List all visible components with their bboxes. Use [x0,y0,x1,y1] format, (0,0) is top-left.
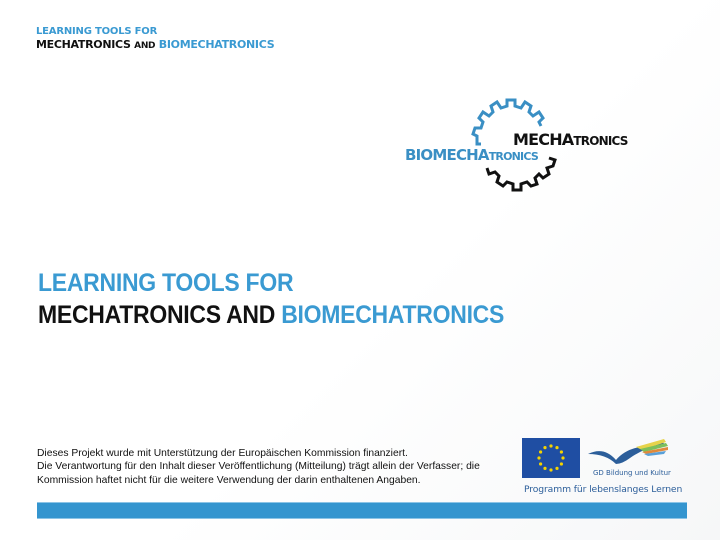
header-logo-biomechatronics: BIOMECHATRONICS [158,38,275,51]
eu-funding-logos [522,438,687,498]
title-line1: LEARNING TOOLS FOR [38,269,294,297]
funding-disclaimer [37,447,517,487]
lifelong-learning-swoosh-icon [586,438,686,468]
header-logo-line1: LEARNING TOOLS FOR [36,26,158,37]
header-logo-line2 [36,39,274,51]
footer-bar [37,502,687,519]
header-logo-mechatronics: MECHATRONICS [36,38,131,51]
title-line2 [38,299,504,331]
gd-bildung-label: GD Bildung und Kultur [593,469,671,477]
header-logo [36,27,274,51]
gear-logo-mechatronics: MECHATRONICS [513,130,628,149]
page-title [38,267,545,331]
disclaimer-line: Kommission haftet nicht für die weitere Verwendung der darin enthaltenen Angaben. [37,474,421,486]
title-mechatronics-and: MECHATRONICS AND [38,301,276,329]
disclaimer-line: Die Verantwortung für den Inhalt dieser Veröffentlichung (Mitteilung) trägt allein der Verfasser; die [37,461,480,473]
header-logo-and: AND [134,41,156,51]
mechatronics-gear-logo [403,92,643,192]
gear-logo-biomechatronics: BIOMECHATRONICS [405,146,538,164]
disclaimer-line: Dieses Projekt wurde mit Unterstützung der Europäischen Kommission finanziert. [37,448,408,459]
title-biomechatronics: BIOMECHATRONICS [281,301,505,329]
lifelong-learning-program-label: Programm für lebenslanges Lernen [524,484,683,495]
eu-flag-icon [522,438,580,478]
